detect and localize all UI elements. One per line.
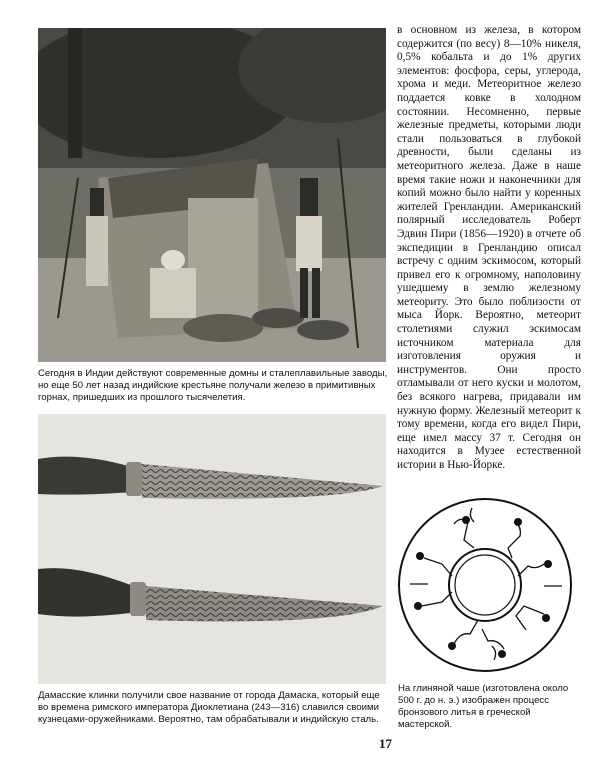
body-text: в основном из железа, в котором содержится (по весу) 8—10% никеля, 0,5% кобальта и до 1% других элементов: фосфора, серы, углерода, хрома и меди. Метеоритное железо поддается ковке в холодном состоянии. Несомненно, первые железные предметы, которыми люди стали пользоваться в глубокой древности, были сделаны из метеоритного железа. Даже в наше время такие ножи и наконечники для копий можно было найти у коренных жителей Гренландии. Американский полярный исследователь Роберт Эдвин Пири (1856—1920) в отчете об экспедиции в Гренландию описал встречу с одним эскимосом, который привел его к огромному, наполовину ушедшему в землю железному метеориту. Это было поблизости от мыса Йорк. Вероятно, метеорит столетиями служил эскимосам источником материала для изготовления оружия и инструментов. Они просто отламывали от него куски и молотом, без всякого нагрева, придавали им нужную форму. Железный метеорит к тому времени, когда его видел Пири, еще имел массу 37 т. Сегодня он находится в Музее естественной истории в Нью-Йорке. [397,24,581,471]
india-furnace-image [38,28,386,362]
india-furnace-caption: Сегодня в Индии действуют современные домны и сталеплавильные заводы, но еще 50 лет назад индийские крестьяне получали железо в примитивных горнах, пришедших из прошлого тысячелетия. [38,368,388,403]
damascus-knives-image [38,414,386,684]
damascus-knives-caption: Дамасские клинки получили свое название от города Дамаска, который еще во времена римского императора Диоклетиана (243—316) славился своими кузнецами-оружейниками. Вероятно, там обрабатывали и индийскую сталь. [38,690,380,725]
greek-bowl-caption: На глиняной чаше (изготовлена около 500 г. до н. э.) изображен процесс бронзового литья в греческой мастерской. [398,683,569,730]
greek-bowl-image [394,494,576,676]
page-number: 17 [379,736,392,751]
damascus-knives-photo [38,414,386,684]
india-furnace-photo [38,28,386,362]
greek-bowl-drawing [394,494,576,676]
